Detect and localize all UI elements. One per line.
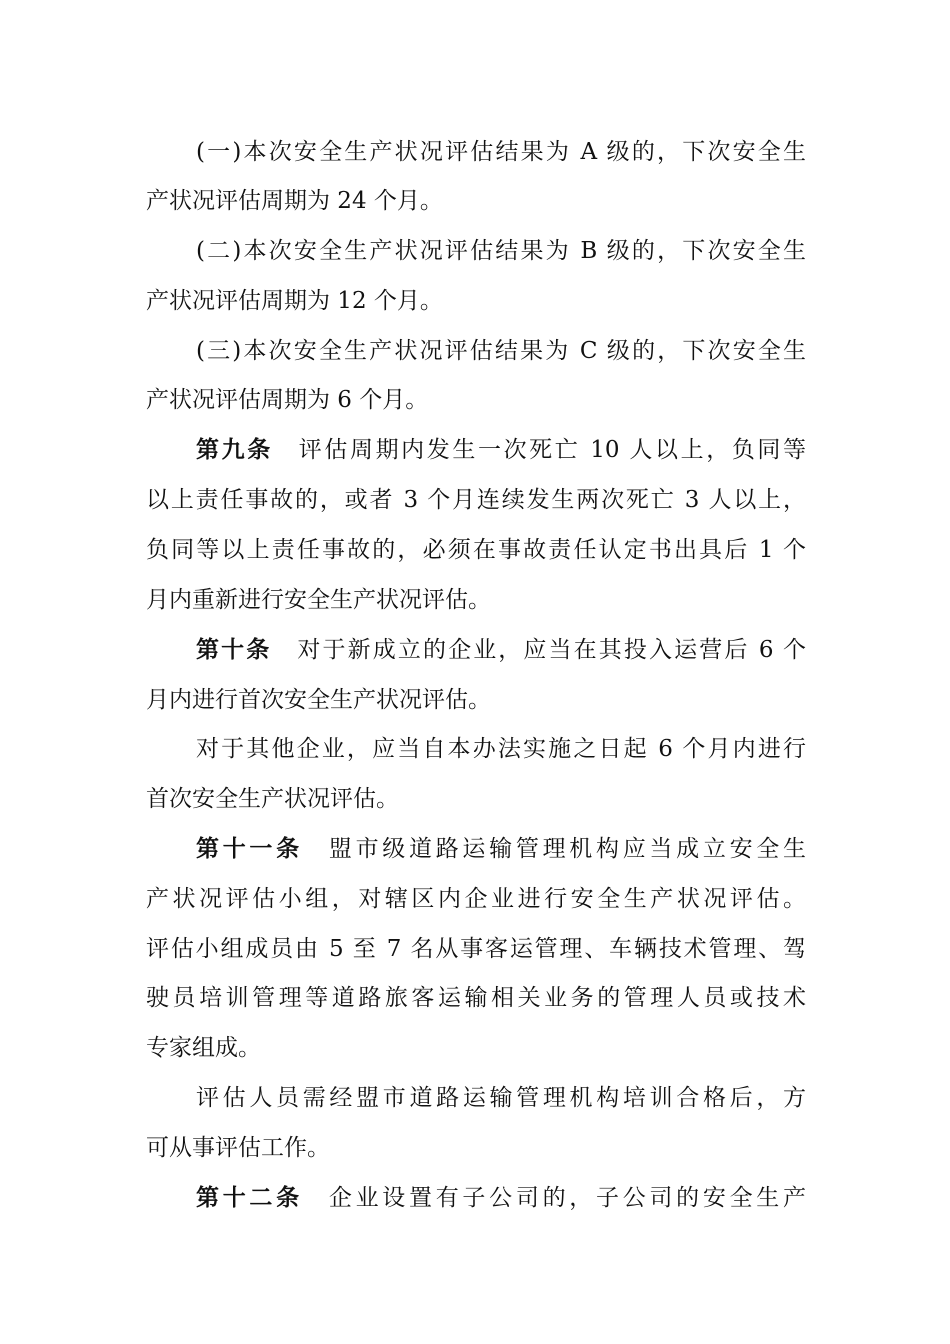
text-line: 专家组成。 [146,1035,261,1061]
text-line: 评估人员需经盟市道路运输管理机构培训合格后，方 [196,1085,806,1111]
text-line: 可从事评估工作。 [146,1135,330,1161]
text-line: 首次安全生产状况评估。 [146,786,399,812]
article-11-line: 第十一条 盟市级道路运输管理机构应当成立安全生 [196,836,807,862]
text-line: 负同等以上责任事故的，必须在事故责任认定书出具后 1 个 [146,537,806,563]
text-line: 产状况评估周期为 12 个月。 [146,288,443,314]
text-line: 对于其他企业，应当自本办法实施之日起 6 个月内进行 [196,736,806,762]
article-10-line: 第十条 对于新成立的企业，应当在其投入运营后 6 个 [196,637,806,663]
text-line: 产状况评估周期为 6 个月。 [146,387,429,413]
article-heading: 第十一条 [196,836,303,862]
article-9-line: 第九条 评估周期内发生一次死亡 10 人以上，负同等 [196,437,807,463]
article-heading: 第十二条 [196,1185,303,1211]
text-line: 驶员培训管理等道路旅客运输相关业务的管理人员或技术 [146,985,806,1011]
text-line: 以上责任事故的，或者 3 个月连续发生两次死亡 3 人以上， [146,487,806,513]
text-line: (二)本次安全生产状况评估结果为 B 级的，下次安全生 [196,238,806,264]
article-heading: 第九条 [196,437,273,463]
text-line: 产状况评估小组，对辖区内企业进行安全生产状况评估。 [146,886,806,912]
article-12-line: 第十二条 企业设置有子公司的，子公司的安全生产 [196,1185,807,1211]
text-line: 月内进行首次安全生产状况评估。 [146,687,491,713]
text-line: (一)本次安全生产状况评估结果为 A 级的，下次安全生 [196,139,806,165]
text-line: (三)本次安全生产状况评估结果为 C 级的，下次安全生 [196,338,806,364]
article-heading: 第十条 [196,637,272,663]
text-line: 月内重新进行安全生产状况评估。 [146,587,491,613]
text-line: 产状况评估周期为 24 个月。 [146,188,443,214]
text-line: 评估小组成员由 5 至 7 名从事客运管理、车辆技术管理、驾 [146,936,806,962]
